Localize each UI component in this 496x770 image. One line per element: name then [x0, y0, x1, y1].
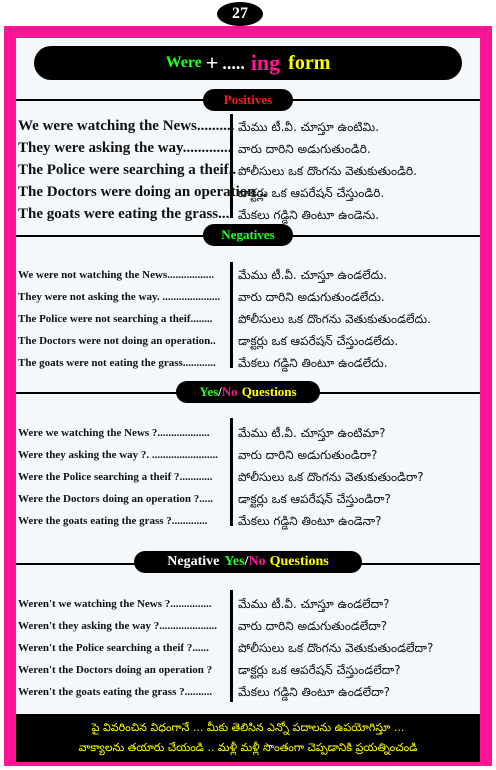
positive-row: [16, 162, 480, 182]
title-ing: ing: [250, 50, 281, 75]
neg-questions-label-pre: Negative: [167, 554, 220, 569]
question-english: Were the Doctors doing an operation ?.....: [18, 493, 214, 505]
questions-label-sep: /: [218, 384, 222, 399]
positive-row: [16, 184, 480, 204]
negative-english: We were not watching the News.................: [18, 269, 214, 281]
footer-note: [16, 714, 480, 762]
negative-question-english: Weren't they asking the way ?.....................: [18, 620, 218, 632]
question-telugu: మేకలు గడ్డిని తింటూ ఉండెనా?: [238, 514, 382, 528]
positive-english: The Doctors were doing an operation...: [18, 184, 267, 200]
question-telugu: వారు దారిని అడుగుతుండిరా?: [238, 448, 378, 462]
content-panel: [16, 38, 480, 714]
question-row: [16, 490, 480, 510]
title-were: Were: [165, 54, 202, 71]
negative-question-telugu: మేకలు గడ్డిని తింటూ ఉండలేదా?: [238, 685, 391, 699]
title-plus: +: [205, 50, 219, 75]
page-title: [34, 46, 462, 80]
questions-label-rest: Questions: [241, 384, 297, 399]
negative-question-telugu: మేము టీ.వీ. చూస్తూ ఉండలేదా?: [238, 597, 390, 611]
neg-questions-label-no: No: [248, 554, 266, 569]
negative-english: The Police were not searching a theif........: [18, 313, 213, 325]
questions-label: [176, 381, 320, 403]
negative-row: [16, 332, 480, 352]
neg-questions-label-yes: Yes: [224, 554, 245, 569]
neg-questions-label-rest: Questions: [269, 554, 329, 569]
neg-questions-label: [134, 551, 362, 573]
positive-english: We were watching the News..........: [18, 118, 235, 134]
positive-telugu: మేకలు గడ్డిని తింటూ ఉండెను.: [238, 208, 380, 222]
question-telugu: డాక్టర్లు ఒక ఆపరేషన్ చేస్తుండిరా?: [238, 492, 391, 506]
negatives-label-text: Negatives: [221, 227, 275, 242]
page-number: 27: [217, 2, 263, 26]
negative-question-row: [16, 639, 480, 659]
negative-question-row: [16, 595, 480, 615]
question-english: Were the Police searching a theif ?............: [18, 471, 213, 483]
positive-row: [16, 118, 480, 138]
negative-row: [16, 266, 480, 286]
negative-telugu: మేకలు గడ్డిని తింటూ ఉండలేదు.: [238, 356, 388, 370]
negative-question-english: Weren't the Police searching a theif ?......: [18, 642, 209, 654]
negative-question-telugu: వారు దారిని అడుగుతుండలేదా?: [238, 619, 388, 633]
negatives-label: [203, 224, 293, 246]
positive-english: They were asking the way.............: [18, 140, 232, 156]
question-row: [16, 512, 480, 532]
positive-row: [16, 206, 480, 226]
title-form: form: [288, 51, 331, 74]
positives-label-text: Positives: [223, 92, 273, 107]
negative-english: The Doctors were not doing an operation..: [18, 335, 216, 347]
negative-question-english: Weren't we watching the News ?...............: [18, 598, 212, 610]
positive-row: [16, 140, 480, 160]
page-frame: [4, 26, 492, 766]
negative-english: The goats were not eating the grass............: [18, 357, 216, 369]
positives-label: [203, 89, 293, 111]
question-row: [16, 468, 480, 488]
question-english: Were we watching the News ?...................: [18, 427, 210, 439]
positive-telugu: డాక్టర్లు ఒక ఆపరేషన్ చేస్తుండిరి.: [238, 186, 385, 200]
neg-questions-label-sep: /: [244, 554, 249, 569]
negative-english: They were not asking the way. .....................: [18, 291, 221, 303]
negative-row: [16, 310, 480, 330]
negative-question-row: [16, 683, 480, 703]
negative-row: [16, 354, 480, 374]
question-english: Were they asking the way ?. ........................: [18, 449, 218, 461]
negative-question-telugu: పోలీసులు ఒక దొంగను వెతుకుతుండలేదా?: [238, 641, 434, 655]
positive-telugu: మేము టీ.వీ. చూస్తూ ఉంటిమి.: [238, 120, 380, 134]
question-english: Were the goats eating the grass ?.............: [18, 515, 208, 527]
negative-row: [16, 288, 480, 308]
negative-telugu: మేము టీ.వీ. చూస్తూ ఉండలేదు.: [238, 268, 388, 282]
question-telugu: మేము టీ.వీ. చూస్తూ ఉంటిమా?: [238, 426, 386, 440]
positive-english: The goats were eating the grass....: [18, 206, 234, 222]
negative-question-row: [16, 617, 480, 637]
question-telugu: పోలీసులు ఒక దొంగను వెతుకుతుండిరా?: [238, 470, 424, 484]
footer-line-1: పై వివరించిన విధంగానే ... మీకు తెలిసిన ఎన్నో పదాలను ఉపయోగిస్తూ ...: [91, 721, 405, 734]
footer-line-2: వాక్యాలను తయారు చేయండి .. మళ్లీ మళ్లీ సొంతంగా చెప్పడానికి ప్రయత్నించండి: [78, 741, 418, 754]
positive-telugu: వారు దారిని అడుగుతుండిరి.: [238, 142, 371, 156]
questions-label-yes: Yes: [199, 384, 219, 399]
negative-telugu: పోలీసులు ఒక దొంగను వెతుకుతుండలేదు.: [238, 312, 431, 326]
positive-telugu: పోలీసులు ఒక దొంగను వెతుకుతుండిరి.: [238, 164, 417, 178]
negative-telugu: వారు దారిని అడుగుతుండలేదు.: [238, 290, 385, 304]
negative-question-english: Weren't the goats eating the grass ?..........: [18, 686, 213, 698]
questions-label-no: No: [221, 384, 238, 399]
positive-english: The Police were searching a theif..: [18, 162, 237, 178]
negative-question-telugu: డాక్టర్లు ఒక ఆపరేషన్ చేస్తుండలేదా?: [238, 663, 401, 677]
title-dots: .....: [222, 52, 245, 73]
negative-question-english: Weren't the Doctors doing an operation ?: [18, 664, 213, 676]
negative-telugu: డాక్టర్లు ఒక ఆపరేషన్ చేస్తుండలేదు.: [238, 334, 399, 348]
negative-question-row: [16, 661, 480, 681]
question-row: [16, 424, 480, 444]
question-row: [16, 446, 480, 466]
